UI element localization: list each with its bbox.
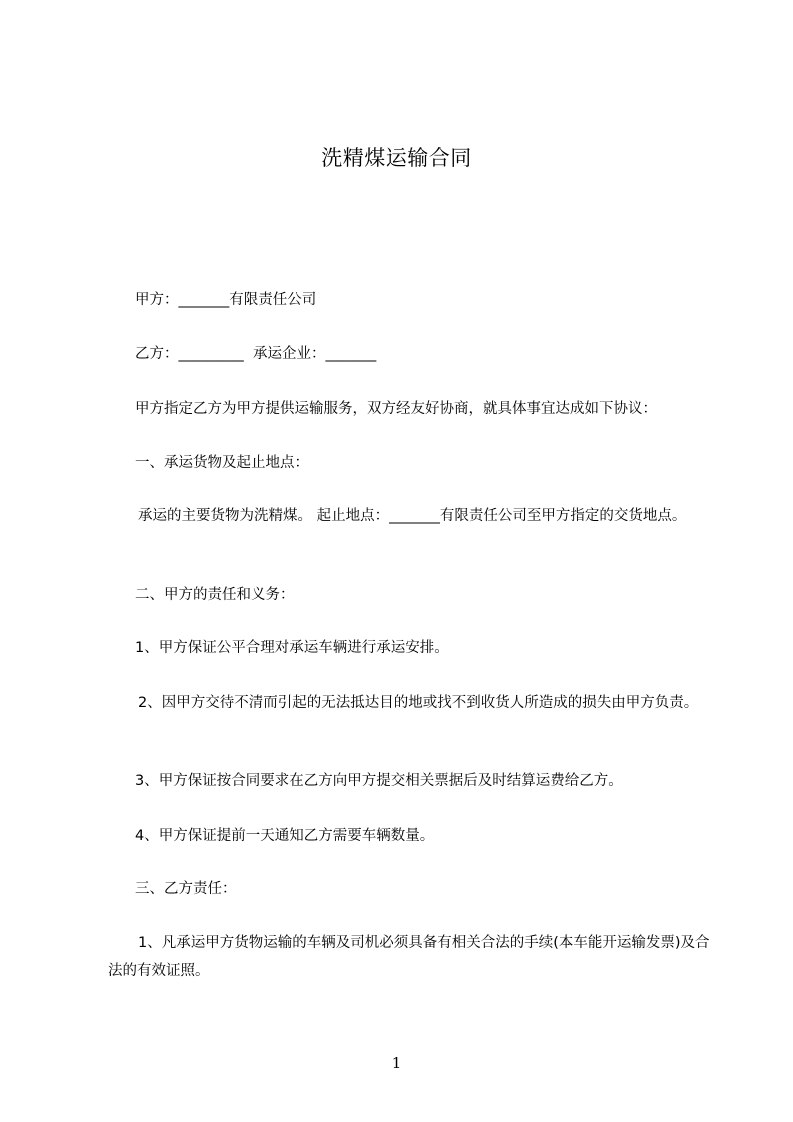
section-1-text (108, 502, 716, 530)
section-1-text-b: 有限责任公司至甲方指定的交货地点。 (439, 508, 687, 524)
section-1-heading: 一、承运货物及起止地点： (135, 455, 309, 471)
section-2-item-3: 3、甲方保证按合同要求在乙方向甲方提交相关票据后及时结算运费给乙方。 (135, 773, 623, 789)
party-a-blank: _______ (178, 292, 230, 308)
section-2-item-2: 2、因甲方交待不清而引起的无法抵达目的地或找不到收货人所造成的损失由甲方负责。 (138, 695, 699, 711)
party-a-suffix: 有限责任公司 (229, 292, 317, 308)
party-b-blank: _________ (178, 346, 244, 362)
carrier-blank: _______ (325, 346, 377, 362)
intro-paragraph: 甲方指定乙方为甲方提供运输服务，双方经友好协商，就具体事宜达成如下协议： (135, 401, 657, 417)
party-b-label: 乙方： (135, 346, 179, 362)
party-b-line (135, 340, 715, 368)
section-3-item-1: 1、凡承运甲方货物运输的车辆及司机必须具备有相关合法的手续(本车能开运输发票)及合法的有效证照。 (108, 935, 710, 979)
party-a-label: 甲方： (135, 292, 179, 308)
section-1-blank: _______ (389, 508, 440, 524)
section-2-heading: 二、甲方的责任和义务： (135, 587, 295, 603)
page-number: 1 (391, 1054, 402, 1072)
document-title: 洗精煤运输合同 (321, 146, 472, 170)
party-a-line (135, 286, 715, 314)
carrier-label: 承运企业： (252, 346, 326, 362)
section-3-heading: 三、乙方责任： (135, 881, 237, 897)
section-2-item-4: 4、甲方保证提前一天通知乙方需要车辆数量。 (135, 828, 435, 844)
section-2-item-1: 1、甲方保证公平合理对承运车辆进行承运安排。 (135, 640, 449, 656)
section-1-text-a: 承运的主要货物为洗精煤。 起止地点： (138, 508, 390, 524)
